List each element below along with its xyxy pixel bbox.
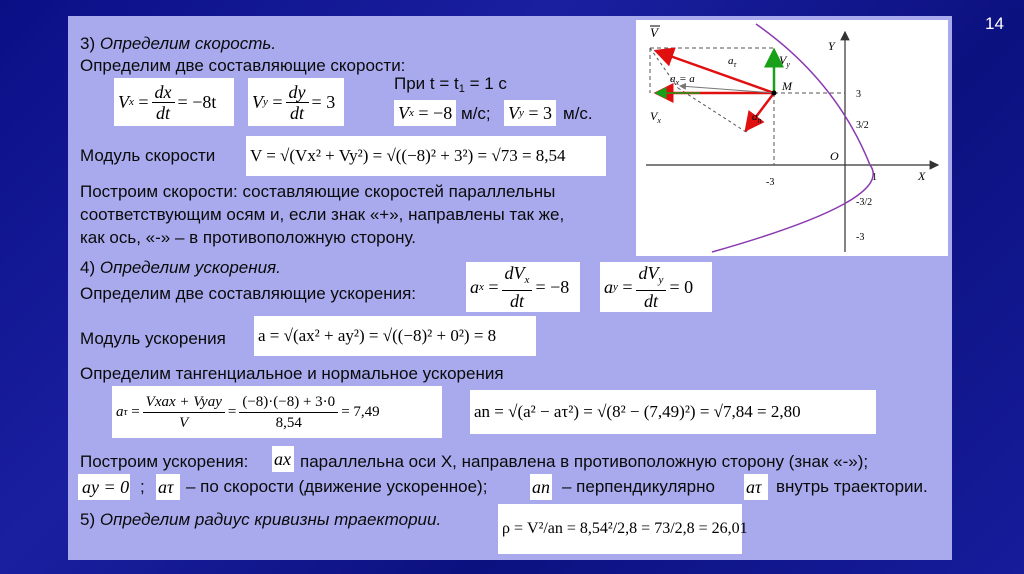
- section-4-intro: Определим две составляющие ускорения:: [80, 284, 417, 303]
- vy-unit: м/с.: [563, 104, 593, 123]
- inside-trajectory-text: внутрь траектории.: [776, 477, 928, 496]
- chip-separator: ;: [140, 477, 145, 496]
- acceleration-modulus-equation: a = √(ax² + ay²) = √((−8)² + 0²) = 8: [254, 316, 536, 356]
- trajectory-svg: [636, 20, 948, 256]
- an-chip: an: [530, 474, 552, 500]
- vx-derivative-equation: V x = $\frac{dx}{dt}$ = −8t: [114, 78, 234, 126]
- construct-velocity-line-1: Построим скорости: составляющие скоростей параллельны: [80, 182, 556, 201]
- tick-y-3: 3: [856, 89, 861, 100]
- section-5-heading: 5) Определим радиус кривизны траектории.: [80, 510, 442, 529]
- construct-acceleration-label: Построим ускорения:: [80, 452, 249, 471]
- velocity-modulus-label: Модуль скорости: [80, 146, 216, 165]
- trajectory-curve: [712, 24, 873, 252]
- vy-derivative-equation: V y = $\frac{dy}{dt}$ = 3: [248, 78, 344, 126]
- construct-velocity-line-3: как ось, «-» – в противоположную сторону.: [80, 228, 416, 247]
- label-y: Y: [828, 39, 835, 53]
- construct-velocity-line-2: соответствующим осям и, если знак «+», направлены так же,: [80, 205, 565, 224]
- label-v: V: [650, 25, 658, 40]
- ax-derivative-equation: a x = $\frac{dV_x}{dt}$ = −8: [466, 262, 580, 312]
- trajectory-diagram: [636, 20, 948, 256]
- atau-chip-2: aτ: [744, 474, 768, 500]
- slide-number: 14: [985, 14, 1004, 33]
- tangential-normal-label: Определим тангенциальное и нормальное ускорения: [80, 364, 504, 383]
- label-ax: $a_x= a$: [670, 73, 695, 87]
- atau-description: – по скорости (движение ускоренное);: [186, 477, 488, 496]
- ay-chip: ay = 0: [78, 474, 130, 500]
- ax-description: параллельна оси X, направлена в противоположную сторону (знак «-»);: [300, 452, 869, 471]
- vx-value: V x = −8: [394, 100, 456, 126]
- ax-chip: ax: [272, 446, 294, 472]
- tick-x-1: 1: [872, 172, 877, 183]
- velocity-vector: [656, 51, 774, 93]
- decomp-guide-2: [678, 88, 746, 132]
- label-m: M: [782, 79, 792, 93]
- tick-x-neg-3: -3: [766, 177, 775, 188]
- curvature-radius-equation: ρ = V²/an = 8,54²/2,8 = 73/2,8 = 26,01: [498, 504, 742, 554]
- acceleration-modulus-label: Модуль ускорения: [80, 329, 226, 348]
- label-o: O: [830, 149, 839, 163]
- vx-unit: м/с;: [461, 104, 491, 123]
- tick-y-neg-3-2: -3/2: [856, 197, 873, 208]
- tangential-acceleration-equation: a τ = $\frac{\text{Vxax + Vyay}}{V}$ = $\frac{(-8)\cdot(-8) + 3\cdot 0}{8,54}$ = 7,49: [112, 386, 442, 438]
- vy-value: V y = 3: [504, 100, 556, 126]
- section-3-intro: Определим две составляющие скорости:: [80, 56, 406, 75]
- point-m: [772, 91, 777, 96]
- label-atau: $a_\tau$: [728, 55, 737, 69]
- ay-derivative-equation: a y = $\frac{dV_y}{dt}$ = 0: [600, 262, 712, 312]
- time-condition: При t = t1 = 1 с: [394, 74, 507, 95]
- label-an: $a_n$: [752, 111, 762, 125]
- label-vy: $V_y$: [779, 53, 790, 69]
- label-vx: $V_x$: [650, 109, 661, 125]
- normal-acceleration-equation: an = √(a² − aτ²) = √(8² − (7,49)²) = √7,84 = 2,80: [470, 390, 876, 434]
- atau-chip: aτ: [156, 474, 180, 500]
- an-description: – перпендикулярно: [562, 477, 715, 496]
- section-3-heading: 3) Определим скорость.: [80, 34, 277, 53]
- label-x: X: [918, 169, 926, 183]
- tick-y-3-2: 3/2: [856, 120, 869, 131]
- tick-y-neg-3: -3: [856, 232, 865, 243]
- section-4-heading: 4) Определим ускорения.: [80, 258, 281, 277]
- velocity-modulus-equation: V = √(Vx² + Vy²) = √((−8)² + 3²) = √73 = 8,54: [246, 136, 606, 176]
